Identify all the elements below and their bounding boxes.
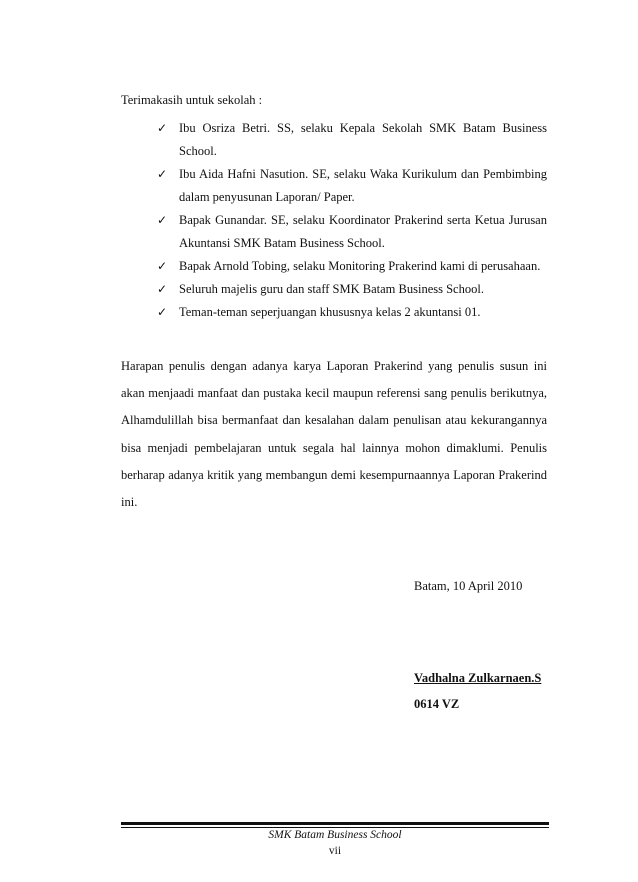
- checkmark-icon: ✓: [157, 305, 168, 319]
- thanks-item: [157, 301, 547, 324]
- checkmark-icon: ✓: [157, 167, 168, 181]
- thanks-item-text: Bapak Arnold Tobing, selaku Monitoring Prakerind kami di perusahaan.: [179, 259, 541, 273]
- checkmark-icon: ✓: [157, 282, 168, 296]
- signer-id: 0614 VZ: [414, 697, 460, 711]
- intro-line: Terimakasih untuk sekolah :: [121, 93, 263, 107]
- thanks-item-text: Ibu Osriza Betri. SS, selaku Kepala Sekolah SMK Batam Business School.: [179, 121, 547, 158]
- thanks-item: [157, 117, 547, 163]
- thanks-item-text: Seluruh majelis guru dan staff SMK Batam Business School.: [179, 282, 484, 296]
- closing-paragraph: Harapan penulis dengan adanya karya Laporan Prakerind yang penulis susun ini akan menjaadi manfaat dan pustaka kecil maupun referensi sang penulis berikutnya, Alhamdulillah bisa bermanfaat dan kesalahan dalam penulisan atau kekurangannya bisa menjadi pembelajaran untuk segala hal lainnya mohon dimaklumi. Penulis berharap adanya kritik yang membangun demi kesempurnaannya Laporan Prakerind ini.: [121, 359, 547, 510]
- thanks-item: [157, 209, 547, 255]
- footer-school-name: SMK Batam Business School: [268, 829, 402, 841]
- thanks-item: [157, 255, 547, 278]
- footer-page-number: vii: [328, 845, 342, 857]
- thanks-list: [157, 117, 547, 324]
- thanks-item: [157, 278, 547, 301]
- place-date: Batam, 10 April 2010: [414, 579, 523, 593]
- footer-rule-thick: [121, 822, 549, 825]
- checkmark-icon: ✓: [157, 121, 168, 135]
- checkmark-icon: ✓: [157, 213, 168, 227]
- thanks-item-text: Bapak Gunandar. SE, selaku Koordinator Prakerind serta Ketua Jurusan Akuntansi SMK Batam Business School.: [179, 213, 547, 250]
- checkmark-icon: ✓: [157, 259, 168, 273]
- thanks-item-text: Ibu Aida Hafni Nasution. SE, selaku Waka Kurikulum dan Pembimbing dalam penyusunan Laporan/ Paper.: [179, 167, 547, 204]
- signer-name: Vadhalna Zulkarnaen.S: [414, 671, 542, 685]
- thanks-item: [157, 163, 547, 209]
- thanks-item-text: Teman-teman seperjuangan khususnya kelas 2 akuntansi 01.: [179, 305, 481, 319]
